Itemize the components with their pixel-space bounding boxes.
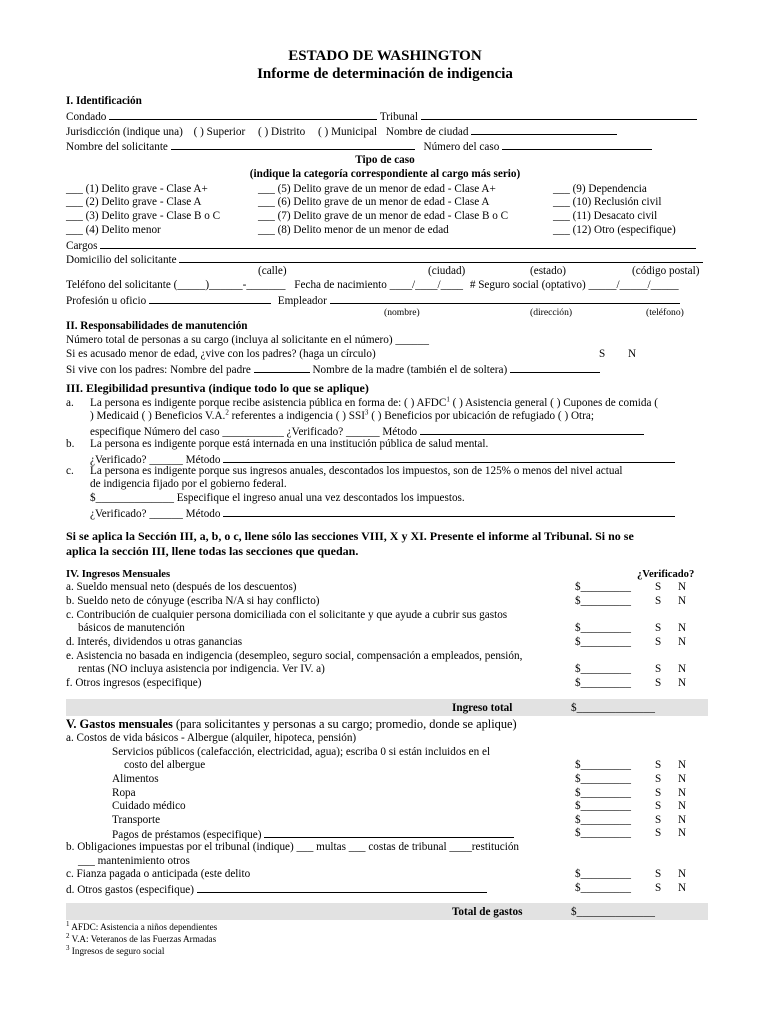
empleador-label: Empleador xyxy=(277,295,327,307)
income-item-cont: básicos de manutención xyxy=(78,622,185,634)
seguro-social-field[interactable]: # Seguro social (optativo) _____/_____/_____ xyxy=(469,279,679,291)
addr-label-calle: (calle) xyxy=(258,265,287,277)
item-a-letter: a. xyxy=(66,397,74,409)
emp-label-nombre: (nombre) xyxy=(384,307,420,318)
section-5-heading-row xyxy=(66,717,517,732)
expense-amount-field[interactable]: $_________ xyxy=(575,787,631,799)
expense-transporte: Transporte xyxy=(112,814,161,826)
section-4-heading: IV. Ingresos Mensuales xyxy=(66,569,171,580)
expense-ropa: Ropa xyxy=(112,787,136,799)
verified-yes[interactable]: S xyxy=(655,581,662,593)
tipo-caso-note: (indique la categoría correspondiente al cargo más serio) xyxy=(249,168,521,180)
income-amount-field[interactable]: $_________ xyxy=(575,636,631,648)
expense-amount-field[interactable]: $_________ xyxy=(575,814,631,826)
otros-gastos-field[interactable] xyxy=(197,882,487,893)
income-amount-field[interactable]: $_________ xyxy=(575,663,631,675)
expense-amount-field[interactable]: $_________ xyxy=(575,773,631,785)
expense-prestamos: Pagos de préstamos (especifique) xyxy=(112,829,262,841)
asistencia-options[interactable]: ( ) Asistencia general ( ) Cupones de comida ( xyxy=(449,397,658,409)
verified-no[interactable]: N xyxy=(678,636,687,648)
especifique-row xyxy=(90,424,644,439)
nombre-padre-label: Si vive con los padres: Nombre del padre xyxy=(66,364,251,376)
ingreso-total-field[interactable]: $______________ xyxy=(571,702,655,714)
expense-otros: d. Otros gastos (especifique) xyxy=(66,884,195,896)
verificado-b-text[interactable]: ¿Verificado? ______ Método xyxy=(90,454,221,466)
vive-padres-question: Si es acusado menor de edad, ¿vive con los padres? (haga un círculo) xyxy=(66,348,376,360)
expense-medico: Cuidado médico xyxy=(112,800,186,812)
verificado-c-text[interactable]: ¿Verificado? ______ Método xyxy=(90,508,221,520)
case-option[interactable]: ___ (6) Delito grave de un menor de edad - Clase A xyxy=(258,196,490,208)
superior-option[interactable]: ( ) Superior xyxy=(193,126,246,138)
institucion-text: La persona es indigente porque está internada en una institución pública de salud mental. xyxy=(90,438,489,450)
income-item: e. Asistencia no basada en indigencia (desempleo, seguro social, compensación a empleados, pensión, xyxy=(66,650,523,662)
emp-label-telefono: (teléfono) xyxy=(646,307,684,318)
otros-gastos-row xyxy=(66,882,487,897)
verificado-heading: ¿Verificado? xyxy=(637,569,695,580)
verified-yes[interactable]: S xyxy=(655,663,662,675)
metodo-a-field[interactable] xyxy=(420,424,644,435)
refugiado-option[interactable]: ( ) Beneficios por ubicación de refugiado ( ) Otra; xyxy=(368,410,594,422)
case-option[interactable]: ___ (10) Reclusión civil xyxy=(553,196,662,208)
verified-no[interactable]: N xyxy=(678,581,687,593)
expense-alimentos: Alimentos xyxy=(112,773,159,785)
expense-amount-field[interactable]: $_________ xyxy=(575,882,631,894)
verified-yes[interactable]: S xyxy=(655,882,662,894)
tipo-caso-title: Tipo de caso xyxy=(355,154,415,166)
verified-no[interactable]: N xyxy=(678,773,687,785)
case-option[interactable]: ___ (4) Delito menor xyxy=(66,224,161,236)
verified-no[interactable]: N xyxy=(678,759,687,771)
medicaid-option[interactable]: ) Medicaid ( ) Beneficios V.A. xyxy=(90,410,226,422)
verified-no[interactable]: N xyxy=(678,787,687,799)
asistencia-publica-row xyxy=(90,397,658,410)
vive-padres-si[interactable]: S xyxy=(599,348,606,360)
condado-row xyxy=(66,109,697,124)
instruction-note-line1: Si se aplica la Sección III, a, b, o c, llene sólo las secciones VIII, X y XI. Presente el informe al Tribunal. Si no se xyxy=(66,529,634,543)
expense-servicios-cont: costo del albergue xyxy=(124,759,206,771)
ingresos-anuales-text2: de indigencia fijado por el gobierno federal. xyxy=(90,478,287,490)
especifique-text[interactable]: especifique Número del caso ___________ ¿Verificado? ______ Método xyxy=(90,426,418,438)
instruction-note-line2: aplica la sección III, llene todas las secciones que quedan. xyxy=(66,544,359,558)
municipal-option[interactable]: ( ) Municipal xyxy=(318,126,378,138)
prestamos-field[interactable] xyxy=(264,827,514,838)
expense-amount-field[interactable]: $_________ xyxy=(575,800,631,812)
footnote-3-mark: 3 xyxy=(66,943,70,952)
jurisdiccion-label: Jurisdicción (indique una) xyxy=(66,126,183,138)
expense-obligaciones-cont[interactable]: ___ mantenimiento otros xyxy=(78,855,190,867)
numero-caso-field[interactable] xyxy=(502,139,652,150)
verified-yes[interactable]: S xyxy=(655,827,662,839)
case-option[interactable]: ___ (5) Delito grave de un menor de edad - Clase A+ xyxy=(258,183,496,195)
expense-amount-field[interactable]: $_________ xyxy=(575,827,631,839)
verified-yes[interactable]: S xyxy=(655,636,662,648)
cargos-row xyxy=(66,238,696,253)
telefono-row xyxy=(66,279,679,292)
total-gastos-field[interactable]: $______________ xyxy=(571,906,655,918)
expense-amount-field[interactable]: $_________ xyxy=(575,868,631,880)
verified-no[interactable]: N xyxy=(678,622,687,634)
case-option[interactable]: ___ (3) Delito grave - Clase B o C xyxy=(66,210,221,222)
case-option[interactable]: ___ (12) Otro (especifique) xyxy=(553,224,676,236)
footnote-3 xyxy=(66,945,164,957)
verified-no[interactable]: N xyxy=(678,868,687,880)
jurisdiccion-row xyxy=(66,124,617,139)
nombre-solicitante-label: Nombre del solicitante xyxy=(66,141,168,153)
income-item: b. Sueldo neto de cónyuge (escriba N/A si hay conflicto) xyxy=(66,595,320,607)
prestamos-row xyxy=(112,827,514,842)
personas-cargo-field[interactable]: Número total de personas a su cargo (incluya al solicitante en el número) ______ xyxy=(66,334,429,346)
income-item: c. Contribución de cualquier persona domiciliada con el solicitante y que ayude a cubrir sus gastos xyxy=(66,609,508,621)
footnote-ref-2: 2 xyxy=(225,408,229,417)
expense-obligaciones[interactable]: b. Obligaciones impuestas por el tribunal (indique) ___ multas ___ costas de tribunal ____restitución xyxy=(66,841,520,853)
case-option[interactable]: ___ (2) Delito grave - Clase A xyxy=(66,196,202,208)
nombre-padre-field[interactable] xyxy=(254,362,310,373)
expense-servicios: Servicios públicos (calefacción, electricidad, agua); escriba 0 si están incluidos en el xyxy=(112,746,491,758)
nombre-madre-label: Nombre de la madre (también el de soltera) xyxy=(312,364,508,376)
nombre-ciudad-label: Nombre de ciudad xyxy=(385,126,469,138)
verified-no[interactable]: N xyxy=(678,595,687,607)
section-5-heading: V. Gastos mensuales xyxy=(66,717,173,731)
ingreso-anual-field[interactable]: $______________ Especifique el ingreso anual una vez descontados los impuestos. xyxy=(90,492,465,504)
verified-yes[interactable]: S xyxy=(655,868,662,880)
verified-yes[interactable]: S xyxy=(655,773,662,785)
expense-albergue: a. Costos de vida básicos - Albergue (alquiler, hipoteca, pensión) xyxy=(66,732,357,744)
item-c-letter: c. xyxy=(66,465,74,477)
section-2-heading: II. Responsabilidades de manutención xyxy=(66,320,248,332)
income-amount-field[interactable]: $_________ xyxy=(575,622,631,634)
ingreso-total-label: Ingreso total xyxy=(452,702,513,714)
telefono-field[interactable]: Teléfono del solicitante (_____)______-_______ xyxy=(66,279,286,291)
profesion-field[interactable] xyxy=(149,293,271,304)
footnote-2-mark: 2 xyxy=(66,931,70,940)
vive-padres-no[interactable]: N xyxy=(628,348,637,360)
addr-label-ciudad: (ciudad) xyxy=(428,265,466,277)
solicitante-row xyxy=(66,139,652,154)
income-item: f. Otros ingresos (especifique) xyxy=(66,677,202,689)
emp-label-direccion: (dirección) xyxy=(530,307,573,318)
verified-yes[interactable]: S xyxy=(655,787,662,799)
ingresos-anuales-text: La persona es indigente porque sus ingresos anuales, descontados los impuestos, son de 125% o menos del nivel actual xyxy=(90,465,623,477)
income-amount-field[interactable]: $_________ xyxy=(575,595,631,607)
empleador-field[interactable] xyxy=(330,293,680,304)
nombre-madre-field[interactable] xyxy=(510,362,600,373)
footnote-3-text: Ingresos de seguro social xyxy=(69,946,165,956)
case-option[interactable]: ___ (7) Delito grave de un menor de edad - Clase B o C xyxy=(258,210,509,222)
income-item: d. Interés, dividendos u otras ganancias xyxy=(66,636,243,648)
case-option[interactable]: ___ (1) Delito grave - Clase A+ xyxy=(66,183,208,195)
section-1-heading: I. Identificación xyxy=(66,95,142,107)
profesion-row xyxy=(66,293,680,308)
verified-yes[interactable]: S xyxy=(655,759,662,771)
verified-yes[interactable]: S xyxy=(655,595,662,607)
ssi-option[interactable]: referentes a indigencia ( ) SSI xyxy=(228,410,365,422)
metodo-c-field[interactable] xyxy=(223,506,675,517)
verified-no[interactable]: N xyxy=(678,827,687,839)
case-option[interactable]: ___ (11) Desacato civil xyxy=(553,210,658,222)
verificado-c-row xyxy=(90,506,675,521)
income-amount-field[interactable]: $_________ xyxy=(575,677,631,689)
income-item: a. Sueldo mensual neto (después de los descuentos) xyxy=(66,581,297,593)
footnote-1 xyxy=(66,921,217,933)
profesion-label: Profesión u oficio xyxy=(66,295,147,307)
addr-label-estado: (estado) xyxy=(530,265,567,277)
verified-no[interactable]: N xyxy=(678,677,687,689)
footnote-ref-3: 3 xyxy=(364,408,369,417)
section-3-heading: III. Elegibilidad presuntiva (indique todo lo que se aplique) xyxy=(66,381,369,395)
verified-no[interactable]: N xyxy=(678,882,687,894)
verified-no[interactable]: N xyxy=(678,800,687,812)
domicilio-label: Domicilio del solicitante xyxy=(66,254,177,266)
form-title: ESTADO DE WASHINGTON xyxy=(288,48,482,64)
case-option[interactable]: ___ (8) Delito menor de un menor de edad xyxy=(258,224,449,236)
nombre-solicitante-field[interactable] xyxy=(171,139,415,150)
distrito-option[interactable]: ( ) Distrito xyxy=(258,126,306,138)
tribunal-field[interactable] xyxy=(421,109,697,120)
addr-label-codigo: (código postal) xyxy=(632,265,700,277)
cargos-field[interactable] xyxy=(100,238,696,249)
condado-field[interactable] xyxy=(109,109,377,120)
case-option[interactable]: ___ (9) Dependencia xyxy=(553,183,647,195)
total-gastos-label: Total de gastos xyxy=(452,906,523,918)
footnote-ref-1: 1 xyxy=(446,395,450,404)
verified-yes[interactable]: S xyxy=(655,622,662,634)
footnote-2 xyxy=(66,933,216,945)
verified-yes[interactable]: S xyxy=(655,814,662,826)
verified-yes[interactable]: S xyxy=(655,677,662,689)
verified-no[interactable]: N xyxy=(678,663,687,675)
domicilio-row xyxy=(66,252,703,267)
income-item-cont: rentas (NO incluya asistencia por indigencia. Ver IV. a) xyxy=(78,663,325,675)
cargos-label: Cargos xyxy=(66,240,98,252)
metodo-b-field[interactable] xyxy=(223,452,675,463)
item-b-letter: b. xyxy=(66,438,75,450)
section-5-heading-rest: (para solicitantes y personas a su cargo; promedio, donde se aplique) xyxy=(172,717,517,731)
footnote-1-mark: 1 xyxy=(66,919,70,928)
condado-label: Condado xyxy=(66,111,107,123)
verified-no[interactable]: N xyxy=(678,814,687,826)
form-subtitle: Informe de determinación de indigencia xyxy=(257,66,513,82)
fecha-nacimiento-field[interactable]: Fecha de nacimiento ____/____/____ xyxy=(294,279,464,291)
nombre-ciudad-field[interactable] xyxy=(471,124,617,135)
numero-caso-label: Número del caso xyxy=(423,141,500,153)
asistencia-publica-row2 xyxy=(90,410,594,423)
verified-yes[interactable]: S xyxy=(655,800,662,812)
asistencia-publica-text: La persona es indigente porque recibe asistencia pública en forma de: ( ) AFDC xyxy=(90,397,447,409)
padres-row xyxy=(66,362,600,377)
domicilio-field[interactable] xyxy=(179,252,703,263)
footnote-1-text: AFDC: Asistencia a niños dependientes xyxy=(69,922,218,932)
footnote-2-text: V.A: Veteranos de las Fuerzas Armadas xyxy=(69,934,217,944)
tribunal-label: Tribunal xyxy=(379,111,418,123)
income-amount-field[interactable]: $_________ xyxy=(575,581,631,593)
expense-amount-field[interactable]: $_________ xyxy=(575,759,631,771)
expense-fianza: c. Fianza pagada o anticipada (este delito xyxy=(66,868,251,880)
